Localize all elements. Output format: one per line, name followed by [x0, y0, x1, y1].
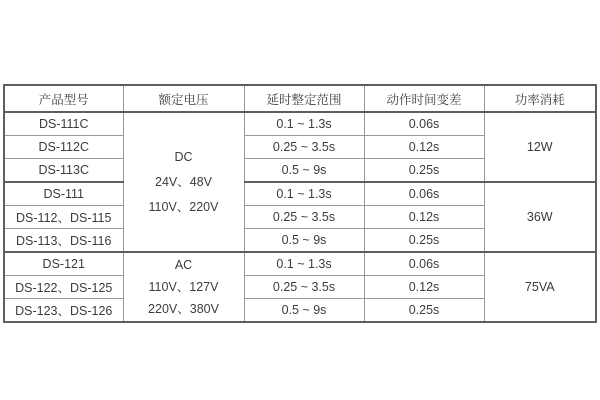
- table-row: [4, 182, 596, 206]
- delay-cell: 0.25 ~ 3.5s: [244, 136, 364, 159]
- variation-cell: 0.06s: [364, 252, 484, 276]
- voltage-cell-dc: [123, 112, 244, 252]
- variation-cell: 0.06s: [364, 112, 484, 136]
- model-cell: DS-113C: [4, 159, 123, 183]
- header-cell-model: 产品型号: [4, 85, 123, 112]
- table-row: [4, 252, 596, 276]
- model-cell: DS-111: [4, 182, 123, 206]
- variation-cell: 0.25s: [364, 229, 484, 253]
- relay-spec-table: [3, 84, 597, 323]
- power-cell: 12W: [484, 112, 596, 182]
- header-cell-voltage: 额定电压: [123, 85, 244, 112]
- delay-cell: 0.5 ~ 9s: [244, 159, 364, 183]
- variation-cell: 0.12s: [364, 136, 484, 159]
- power-cell: 36W: [484, 182, 596, 252]
- header-row: [4, 85, 596, 112]
- voltage-cell-ac: [123, 252, 244, 322]
- variation-cell: 0.25s: [364, 299, 484, 323]
- delay-cell: 0.1 ~ 1.3s: [244, 182, 364, 206]
- variation-cell: 0.12s: [364, 206, 484, 229]
- model-cell: DS-121: [4, 252, 123, 276]
- header-cell-power: 功率消耗: [484, 85, 596, 112]
- voltage-line: 220V、380V: [148, 302, 219, 316]
- delay-cell: 0.25 ~ 3.5s: [244, 276, 364, 299]
- power-cell: 75VA: [484, 252, 596, 322]
- voltage-line: 110V、127V: [148, 280, 219, 294]
- delay-cell: 0.1 ~ 1.3s: [244, 112, 364, 136]
- variation-cell: 0.12s: [364, 276, 484, 299]
- variation-cell: 0.25s: [364, 159, 484, 183]
- delay-cell: 0.25 ~ 3.5s: [244, 206, 364, 229]
- voltage-line: AC: [174, 258, 193, 272]
- delay-cell: 0.5 ~ 9s: [244, 299, 364, 323]
- model-cell: DS-113、DS-116: [4, 229, 123, 253]
- model-cell: DS-122、DS-125: [4, 276, 123, 299]
- table-row: [4, 112, 596, 136]
- model-cell: DS-123、DS-126: [4, 299, 123, 323]
- model-cell: DS-112C: [4, 136, 123, 159]
- voltage-line: 110V、220V: [148, 199, 219, 214]
- voltage-line: DC: [174, 149, 193, 164]
- model-cell: DS-112、DS-115: [4, 206, 123, 229]
- header-cell-delay-range: 延时整定范围: [244, 85, 364, 112]
- voltage-line: 24V、48V: [155, 174, 212, 189]
- delay-cell: 0.5 ~ 9s: [244, 229, 364, 253]
- header-cell-time-variation: 动作时间变差: [364, 85, 484, 112]
- delay-cell: 0.1 ~ 1.3s: [244, 252, 364, 276]
- model-cell: DS-111C: [4, 112, 123, 136]
- variation-cell: 0.06s: [364, 182, 484, 206]
